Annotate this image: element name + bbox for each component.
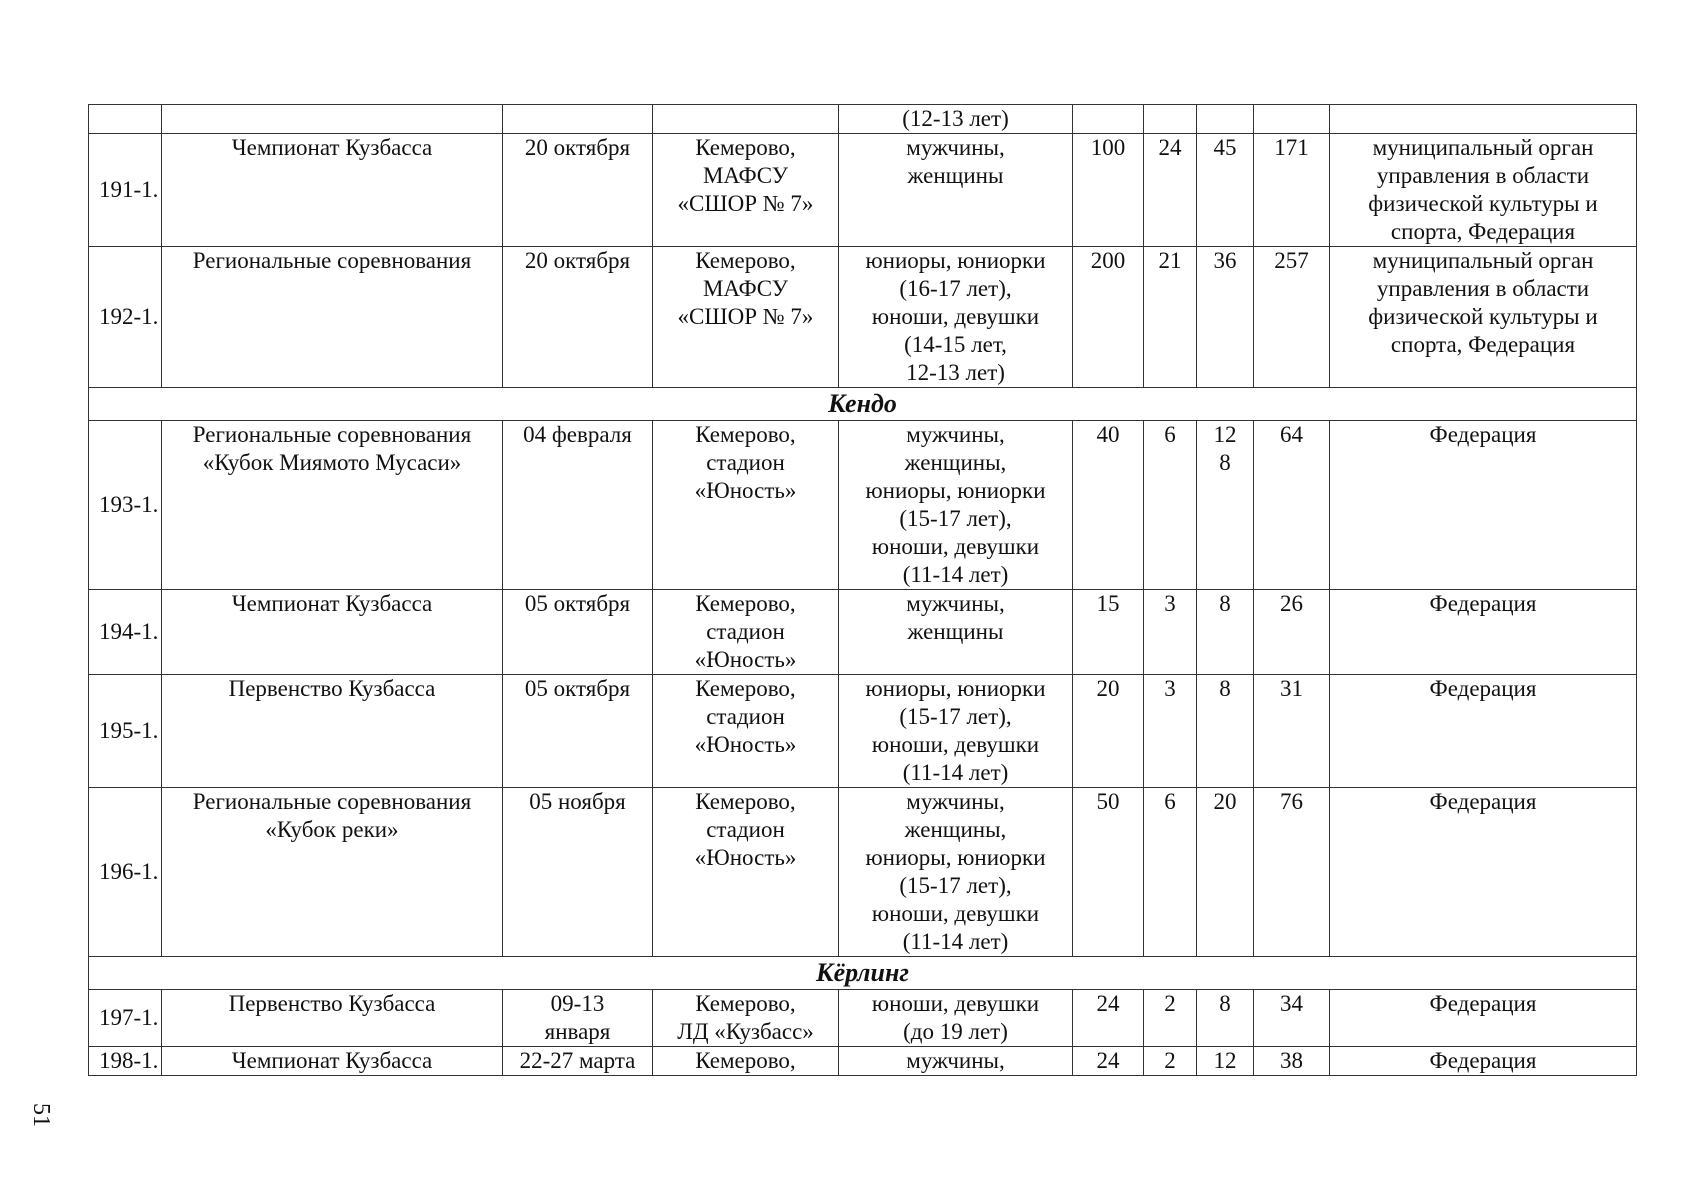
cell-line: МАФСУ [702, 163, 789, 188]
table-row [89, 675, 1637, 788]
place-cell [653, 990, 839, 1047]
cell-line: Первенство Кузбасса [228, 991, 436, 1016]
section-title: Кёрлинг [89, 957, 1637, 990]
count-1-cell [1073, 590, 1144, 675]
participants-cell [839, 421, 1073, 590]
cell-line: 20 октября [524, 135, 631, 160]
count-2-cell [1144, 105, 1197, 134]
cell-line: 09-13 [550, 991, 605, 1016]
cell-line: 8 [1219, 591, 1231, 616]
cell-line: Региональные соревнования [192, 248, 472, 273]
date-cell [503, 247, 653, 388]
cell-line: юниоры, юниорки [865, 676, 1046, 701]
place-cell [653, 788, 839, 957]
cell-line: 64 [1280, 422, 1303, 447]
participants-cell [839, 247, 1073, 388]
cell-line: 15 [1096, 591, 1120, 616]
table-body [89, 105, 1637, 1076]
cell-line: стадион [706, 704, 785, 729]
cell-line: 50 [1096, 789, 1120, 814]
table-row [89, 990, 1637, 1047]
organizer-cell [1330, 1047, 1637, 1076]
cell-line: ЛД «Кузбасс» [677, 1019, 814, 1044]
count-3-cell [1197, 675, 1254, 788]
table-row [89, 1047, 1637, 1076]
place-cell [653, 421, 839, 590]
count-1-cell [1073, 990, 1144, 1047]
count-2-cell [1144, 788, 1197, 957]
date-cell [503, 1047, 653, 1076]
count-3-cell [1197, 105, 1254, 134]
cell-line: «Юность» [694, 478, 797, 503]
count-1-cell [1073, 1047, 1144, 1076]
count-2-cell [1144, 990, 1197, 1047]
organizer-cell [1330, 247, 1637, 388]
cell-line: 20 [1213, 789, 1237, 814]
cell-line: Региональные соревнования [192, 789, 472, 814]
place-cell [653, 675, 839, 788]
cell-line: 8 [1219, 450, 1231, 475]
cell-line: (до 19 лет) [903, 1019, 1008, 1044]
place-cell [653, 134, 839, 247]
event-cell [162, 1047, 503, 1076]
cell-line: 34 [1280, 991, 1303, 1016]
cell-line: мужчины, [906, 1048, 1005, 1073]
organizer-cell [1330, 675, 1637, 788]
cell-line: МАФСУ [702, 276, 789, 301]
cell-line: января [544, 1019, 611, 1044]
cell-line: «Юность» [694, 647, 797, 672]
cell-line: мужчины, [906, 135, 1005, 160]
row-number-cell: 193-1. [89, 421, 162, 590]
cell-line: юниоры, юниорки [865, 248, 1046, 273]
cell-line: 12-13 лет) [906, 360, 1005, 385]
table-row [89, 590, 1637, 675]
cell-line: Кемерово, [695, 789, 796, 814]
cell-line: 3 [1164, 676, 1176, 701]
organizer-cell [1330, 421, 1637, 590]
section-row [89, 957, 1637, 990]
cell-line: 36 [1213, 248, 1237, 273]
count-1-cell [1073, 675, 1144, 788]
cell-line: (12-13 лет) [902, 106, 1009, 131]
total-cell [1254, 421, 1330, 590]
cell-line: Федерация [1429, 789, 1537, 814]
cell-line: «СШОР № 7» [677, 191, 814, 216]
table-row [89, 105, 1637, 134]
cell-line: (11-14 лет) [902, 929, 1009, 954]
cell-line: Первенство Кузбасса [228, 676, 436, 701]
event-cell [162, 134, 503, 247]
event-cell [162, 247, 503, 388]
cell-line: 8 [1219, 991, 1231, 1016]
cell-line: управления в области [1376, 163, 1590, 188]
organizer-cell [1330, 590, 1637, 675]
date-cell [503, 675, 653, 788]
cell-line: юноши, девушки [871, 732, 1040, 757]
cell-line: Региональные соревнования [192, 422, 472, 447]
cell-line: 3 [1164, 591, 1176, 616]
total-cell [1254, 1047, 1330, 1076]
cell-line: Кемерово, [695, 1048, 796, 1073]
place-cell [653, 247, 839, 388]
event-cell [162, 788, 503, 957]
participants-cell [839, 675, 1073, 788]
cell-line: стадион [706, 817, 785, 842]
cell-line: женщины, [904, 817, 1007, 842]
cell-line: 21 [1158, 248, 1182, 273]
cell-line: 6 [1164, 422, 1176, 447]
cell-line: 20 октября [524, 248, 631, 273]
table-row [89, 421, 1637, 590]
participants-cell [839, 590, 1073, 675]
cell-line: женщины [907, 619, 1004, 644]
date-cell [503, 590, 653, 675]
cell-line: 24 [1096, 991, 1120, 1016]
count-2-cell [1144, 590, 1197, 675]
count-3-cell [1197, 1047, 1254, 1076]
cell-line: 12 [1213, 422, 1237, 447]
row-number-cell: 191-1. [89, 134, 162, 247]
cell-line: Чемпионат Кузбасса [231, 1048, 433, 1073]
event-cell [162, 105, 503, 134]
cell-line: Кемерово, [695, 422, 796, 447]
cell-line: 38 [1280, 1048, 1303, 1073]
cell-line: юноши, девушки [871, 304, 1040, 329]
cell-line: «Юность» [694, 845, 797, 870]
total-cell [1254, 788, 1330, 957]
cell-line: 24 [1158, 135, 1182, 160]
count-3-cell [1197, 990, 1254, 1047]
date-cell [503, 134, 653, 247]
total-cell [1254, 134, 1330, 247]
event-cell [162, 590, 503, 675]
participants-cell [839, 990, 1073, 1047]
cell-line: 200 [1090, 248, 1126, 273]
count-1-cell [1073, 788, 1144, 957]
cell-line: муниципальный орган [1372, 248, 1594, 273]
cell-line: Кемерово, [695, 248, 796, 273]
total-cell [1254, 990, 1330, 1047]
row-number-cell: 195-1. [89, 675, 162, 788]
cell-line: 12 [1213, 1048, 1237, 1073]
date-cell [503, 421, 653, 590]
cell-line: физической культуры и [1368, 304, 1598, 329]
count-3-cell [1197, 134, 1254, 247]
count-2-cell [1144, 421, 1197, 590]
cell-line: управления в области [1376, 276, 1590, 301]
count-1-cell [1073, 247, 1144, 388]
cell-line: 40 [1096, 422, 1120, 447]
cell-line: физической культуры и [1368, 191, 1598, 216]
participants-cell [839, 1047, 1073, 1076]
row-number-cell [89, 105, 162, 134]
cell-line: 8 [1219, 676, 1231, 701]
count-2-cell [1144, 1047, 1197, 1076]
total-cell [1254, 105, 1330, 134]
count-1-cell [1073, 134, 1144, 247]
cell-line: спорта, Федерация [1390, 219, 1576, 244]
event-cell [162, 421, 503, 590]
date-cell [503, 990, 653, 1047]
count-3-cell [1197, 421, 1254, 590]
organizer-cell [1330, 134, 1637, 247]
count-2-cell [1144, 675, 1197, 788]
row-number-cell: 196-1. [89, 788, 162, 957]
cell-line: (11-14 лет) [902, 562, 1009, 587]
organizer-cell [1330, 788, 1637, 957]
cell-line: Чемпионат Кузбасса [231, 591, 433, 616]
table-row [89, 247, 1637, 388]
cell-line: стадион [706, 450, 785, 475]
cell-line: мужчины, [906, 422, 1005, 447]
cell-line: Кемерово, [695, 135, 796, 160]
date-cell [503, 105, 653, 134]
cell-line: 31 [1280, 676, 1303, 701]
cell-line: Федерация [1429, 422, 1537, 447]
total-cell [1254, 590, 1330, 675]
page-number: 51 [28, 1103, 54, 1127]
cell-line: 257 [1274, 248, 1309, 273]
count-3-cell [1197, 590, 1254, 675]
total-cell [1254, 675, 1330, 788]
cell-line: 05 октября [524, 676, 631, 701]
count-1-cell [1073, 421, 1144, 590]
participants-cell [839, 788, 1073, 957]
cell-line: 100 [1090, 135, 1126, 160]
participants-cell [839, 134, 1073, 247]
cell-line: (11-14 лет) [902, 760, 1009, 785]
cell-line: спорта, Федерация [1390, 332, 1576, 357]
cell-line: 05 октября [524, 591, 631, 616]
cell-line: 05 ноября [529, 789, 626, 814]
count-1-cell [1073, 105, 1144, 134]
cell-line: мужчины, [906, 789, 1005, 814]
count-2-cell [1144, 134, 1197, 247]
row-number-cell: 194-1. [89, 590, 162, 675]
total-cell [1254, 247, 1330, 388]
section-title: Кендо [89, 388, 1637, 421]
cell-line: 2 [1164, 991, 1176, 1016]
event-cell [162, 675, 503, 788]
cell-line: «Юность» [694, 732, 797, 757]
cell-line: 45 [1213, 135, 1237, 160]
cell-line: 6 [1164, 789, 1176, 814]
cell-line: 20 [1096, 676, 1120, 701]
cell-line: Кемерово, [695, 676, 796, 701]
cell-line: Кемерово, [695, 991, 796, 1016]
row-number-cell: 192-1. [89, 247, 162, 388]
count-3-cell [1197, 247, 1254, 388]
cell-line: (15-17 лет), [899, 873, 1012, 898]
count-3-cell [1197, 788, 1254, 957]
organizer-cell [1330, 105, 1637, 134]
cell-line: 24 [1096, 1048, 1120, 1073]
cell-line: юниоры, юниорки [865, 478, 1046, 503]
cell-line: Федерация [1429, 591, 1537, 616]
organizer-cell [1330, 990, 1637, 1047]
section-row [89, 388, 1637, 421]
cell-line: (15-17 лет), [899, 704, 1012, 729]
cell-line: мужчины, [906, 591, 1005, 616]
cell-line: стадион [706, 619, 785, 644]
cell-line: 04 февраля [523, 422, 632, 447]
cell-line: Федерация [1429, 991, 1537, 1016]
cell-line: 2 [1164, 1048, 1176, 1073]
cell-line: Чемпионат Кузбасса [231, 135, 433, 160]
cell-line: Федерация [1429, 1048, 1537, 1073]
event-cell [162, 990, 503, 1047]
table-row [89, 134, 1637, 247]
place-cell [653, 1047, 839, 1076]
cell-line: женщины, [904, 450, 1007, 475]
cell-line: 171 [1274, 135, 1309, 160]
cell-line: юноши, девушки [871, 534, 1040, 559]
cell-line: Федерация [1429, 676, 1537, 701]
cell-line: юниоры, юниорки [865, 845, 1046, 870]
place-cell [653, 105, 839, 134]
cell-line: юноши, девушки [871, 991, 1040, 1016]
cell-line: 76 [1280, 789, 1303, 814]
row-number-cell: 197-1. [89, 990, 162, 1047]
cell-line: «Кубок реки» [265, 817, 399, 842]
cell-line: (16-17 лет), [899, 276, 1012, 301]
table-row [89, 788, 1637, 957]
cell-line: юноши, девушки [871, 901, 1040, 926]
cell-line: (15-17 лет), [899, 506, 1012, 531]
cell-line: женщины [907, 163, 1004, 188]
date-cell [503, 788, 653, 957]
cell-line: «Кубок Миямото Мусаси» [202, 450, 462, 475]
cell-line: «СШОР № 7» [677, 304, 814, 329]
cell-line: (14-15 лет, [904, 332, 1007, 357]
cell-line: Кемерово, [695, 591, 796, 616]
row-number-cell: 198-1. [89, 1047, 162, 1076]
events-table [88, 104, 1637, 1076]
cell-line: муниципальный орган [1372, 135, 1594, 160]
count-2-cell [1144, 247, 1197, 388]
place-cell [653, 590, 839, 675]
participants-cell [839, 105, 1073, 134]
cell-line: 26 [1280, 591, 1303, 616]
cell-line: 22-27 марта [519, 1048, 636, 1073]
